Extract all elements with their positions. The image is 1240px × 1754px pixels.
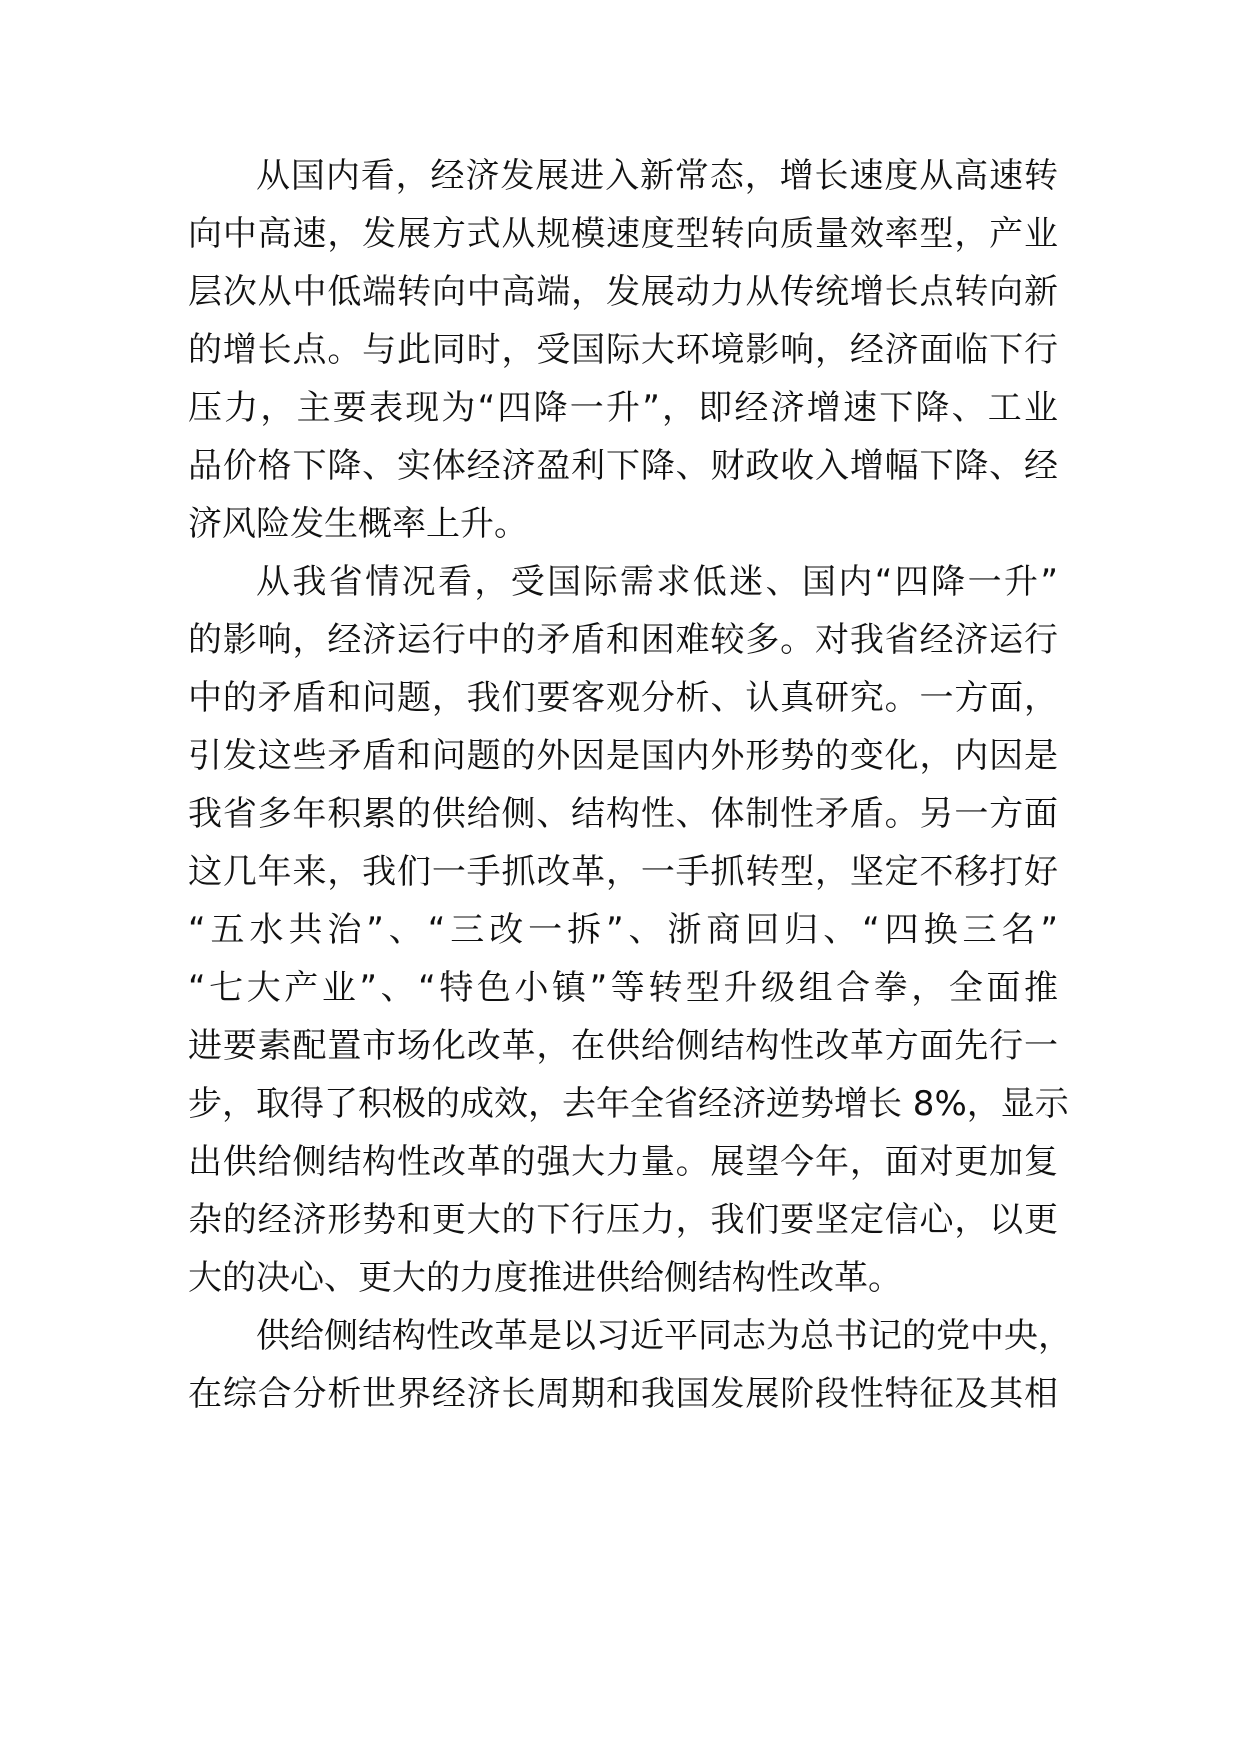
text-line: 这几年来，我们一手抓改革，一手抓转型，坚定不移打好 xyxy=(188,852,1058,892)
text-line: 品价格下降、实体经济盈利下降、财政收入增幅下降、经 xyxy=(188,446,1058,486)
text-line: 压力，主要表现为“四降一升”，即经济增速下降、工业 xyxy=(188,388,1058,428)
text-line: “五水共治”、“三改一拆”、浙商回归、“四换三名” xyxy=(188,910,1058,950)
text-line: “七大产业”、“特色小镇”等转型升级组合拳，全面推 xyxy=(188,968,1058,1008)
text-line: 引发这些矛盾和问题的外因是国内外形势的变化，内因是 xyxy=(188,736,1058,776)
text-line: 进要素配置市场化改革，在供给侧结构性改革方面先行一 xyxy=(188,1026,1058,1066)
text-line: 中的矛盾和问题，我们要客观分析、认真研究。一方面， xyxy=(188,678,1058,718)
text-line: 的增长点。与此同时，受国际大环境影响，经济面临下行 xyxy=(188,330,1058,370)
text-line: 层次从中低端转向中高端，发展动力从传统增长点转向新 xyxy=(188,272,1058,312)
text-line: 出供给侧结构性改革的强大力量。展望今年，面对更加复 xyxy=(188,1142,1058,1182)
text-line: 从我省情况看，受国际需求低迷、国内“四降一升” xyxy=(256,562,1058,602)
text-line: 的影响，经济运行中的矛盾和困难较多。对我省经济运行 xyxy=(188,620,1058,660)
text-line: 杂的经济形势和更大的下行压力，我们要坚定信心，以更 xyxy=(188,1200,1058,1240)
text-line: 我省多年积累的供给侧、结构性、体制性矛盾。另一方面 xyxy=(188,794,1058,834)
text-line: 济风险发生概率上升。 xyxy=(188,504,528,544)
text-line: 供给侧结构性改革是以习近平同志为总书记的党中央， xyxy=(256,1316,1072,1356)
text-line: 大的决心、更大的力度推进供给侧结构性改革。 xyxy=(188,1258,902,1298)
text-line: 步，取得了积极的成效，去年全省经济逆势增长 8%，显示 xyxy=(188,1084,1069,1124)
text-line: 在综合分析世界经济长周期和我国发展阶段性特征及其相 xyxy=(188,1374,1058,1414)
text-line: 向中高速，发展方式从规模速度型转向质量效率型，产业 xyxy=(188,214,1058,254)
text-line: 从国内看，经济发展进入新常态，增长速度从高速转 xyxy=(256,156,1058,196)
